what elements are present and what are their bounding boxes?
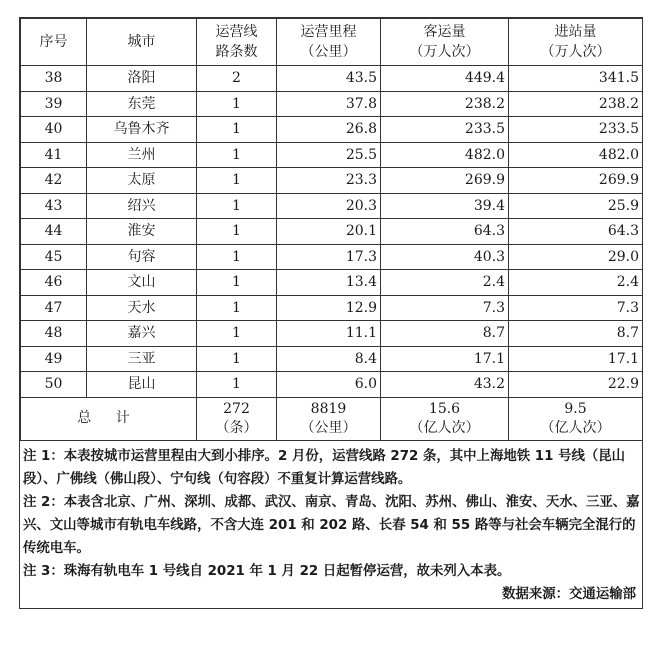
cell-passengers: 64.3: [381, 219, 509, 245]
table-row: [21, 66, 643, 92]
total-entries: 9.5 （亿人次）: [509, 397, 643, 440]
cell-city: 乌鲁木齐: [87, 117, 197, 143]
cell-entries: 22.9: [509, 372, 643, 398]
cell-passengers: 8.7: [381, 321, 509, 347]
metro-statistics-table: [20, 18, 643, 441]
cell-seq: 45: [21, 244, 87, 270]
cell-passengers: 7.3: [381, 295, 509, 321]
cell-seq: 41: [21, 142, 87, 168]
cell-passengers: 482.0: [381, 142, 509, 168]
cell-entries: 17.1: [509, 346, 643, 372]
table-row: [21, 295, 643, 321]
statistics-sheet: [19, 17, 643, 609]
cell-seq: 49: [21, 346, 87, 372]
cell-city: 兰州: [87, 142, 197, 168]
cell-lines: 1: [197, 168, 277, 194]
total-lines: 272 （条）: [197, 397, 277, 440]
cell-city: 嘉兴: [87, 321, 197, 347]
table-row: [21, 117, 643, 143]
cell-city: 洛阳: [87, 66, 197, 92]
table-row: [21, 346, 643, 372]
cell-mileage: 12.9: [277, 295, 381, 321]
cell-city: 太原: [87, 168, 197, 194]
data-source: 数据来源：交通运输部: [502, 586, 636, 602]
cell-mileage: 26.8: [277, 117, 381, 143]
cell-entries: 341.5: [509, 66, 643, 92]
cell-passengers: 17.1: [381, 346, 509, 372]
note-1: 注 1：本表按城市运营里程由大到小排序。2 月份，运营线路 272 条，其中上海地铁 11 号线（昆山段）、广佛线（佛山段）、宁句线（句容段）不重复计算运营线路。: [23, 448, 626, 487]
table-row: [21, 219, 643, 245]
cell-seq: 38: [21, 66, 87, 92]
header-row: [21, 19, 643, 66]
cell-mileage: 8.4: [277, 346, 381, 372]
header-entries: 进站量 （万人次）: [509, 19, 643, 66]
cell-lines: 1: [197, 372, 277, 398]
cell-passengers: 238.2: [381, 91, 509, 117]
notes-section: [20, 441, 642, 608]
header-seq: 序号: [21, 19, 87, 66]
cell-mileage: 20.1: [277, 219, 381, 245]
cell-lines: 1: [197, 91, 277, 117]
cell-seq: 50: [21, 372, 87, 398]
cell-mileage: 25.5: [277, 142, 381, 168]
cell-seq: 47: [21, 295, 87, 321]
cell-seq: 44: [21, 219, 87, 245]
table-row: [21, 372, 643, 398]
cell-mileage: 11.1: [277, 321, 381, 347]
cell-lines: 2: [197, 66, 277, 92]
header-city: 城市: [87, 19, 197, 66]
cell-city: 绍兴: [87, 193, 197, 219]
cell-lines: 1: [197, 219, 277, 245]
cell-city: 天水: [87, 295, 197, 321]
total-mileage: 8819 （公里）: [277, 397, 381, 440]
cell-entries: 233.5: [509, 117, 643, 143]
cell-seq: 40: [21, 117, 87, 143]
note-2: 注 2：本表含北京、广州、深圳、成都、武汉、南京、青岛、沈阳、苏州、佛山、淮安、天水、三亚、嘉兴、文山等城市有轨电车线路，不含大连 201 和 202 路、长春 54 和 55 路等与社会车辆完全混行的传统电车。: [23, 494, 640, 556]
cell-seq: 43: [21, 193, 87, 219]
cell-lines: 1: [197, 193, 277, 219]
cell-lines: 1: [197, 295, 277, 321]
cell-passengers: 39.4: [381, 193, 509, 219]
table-row: [21, 244, 643, 270]
cell-entries: 2.4: [509, 270, 643, 296]
cell-mileage: 20.3: [277, 193, 381, 219]
cell-city: 句容: [87, 244, 197, 270]
cell-city: 东莞: [87, 91, 197, 117]
total-passengers: 15.6 （亿人次）: [381, 397, 509, 440]
table-row: [21, 270, 643, 296]
cell-entries: 8.7: [509, 321, 643, 347]
table-row: [21, 168, 643, 194]
cell-passengers: 269.9: [381, 168, 509, 194]
cell-mileage: 43.5: [277, 66, 381, 92]
cell-city: 文山: [87, 270, 197, 296]
cell-entries: 64.3: [509, 219, 643, 245]
cell-passengers: 233.5: [381, 117, 509, 143]
cell-seq: 46: [21, 270, 87, 296]
cell-lines: 1: [197, 117, 277, 143]
cell-seq: 39: [21, 91, 87, 117]
cell-lines: 1: [197, 270, 277, 296]
cell-city: 昆山: [87, 372, 197, 398]
total-row: [21, 397, 643, 440]
total-label: 总 计: [21, 397, 197, 440]
cell-seq: 48: [21, 321, 87, 347]
table-row: [21, 321, 643, 347]
cell-lines: 1: [197, 142, 277, 168]
table-row: [21, 91, 643, 117]
note-3: 注 3：珠海有轨电车 1 号线自 2021 年 1 月 22 日起暂停运营，故未列入本表。: [23, 563, 511, 579]
table-row: [21, 142, 643, 168]
cell-entries: 29.0: [509, 244, 643, 270]
cell-mileage: 37.8: [277, 91, 381, 117]
header-lines: 运营线 路条数: [197, 19, 277, 66]
cell-passengers: 40.3: [381, 244, 509, 270]
cell-entries: 7.3: [509, 295, 643, 321]
cell-mileage: 23.3: [277, 168, 381, 194]
cell-city: 淮安: [87, 219, 197, 245]
header-mileage: 运营里程 （公里）: [277, 19, 381, 66]
cell-entries: 482.0: [509, 142, 643, 168]
cell-entries: 25.9: [509, 193, 643, 219]
cell-entries: 238.2: [509, 91, 643, 117]
cell-mileage: 6.0: [277, 372, 381, 398]
cell-entries: 269.9: [509, 168, 643, 194]
cell-city: 三亚: [87, 346, 197, 372]
table-row: [21, 193, 643, 219]
header-passengers: 客运量 （万人次）: [381, 19, 509, 66]
cell-passengers: 2.4: [381, 270, 509, 296]
cell-mileage: 17.3: [277, 244, 381, 270]
cell-passengers: 43.2: [381, 372, 509, 398]
cell-seq: 42: [21, 168, 87, 194]
cell-lines: 1: [197, 346, 277, 372]
cell-lines: 1: [197, 321, 277, 347]
cell-passengers: 449.4: [381, 66, 509, 92]
cell-mileage: 13.4: [277, 270, 381, 296]
cell-lines: 1: [197, 244, 277, 270]
